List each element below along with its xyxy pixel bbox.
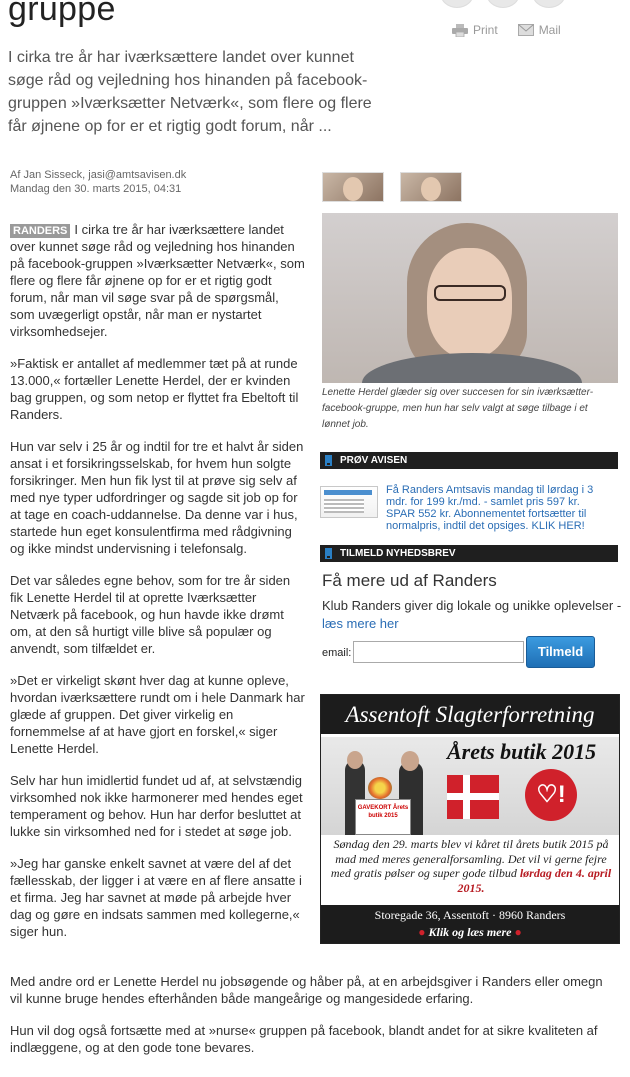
photo-glasses [434,285,506,301]
section-title: PRØV AVISEN [340,455,408,466]
share-circle-icon[interactable] [532,0,566,8]
share-circle-icon[interactable] [440,0,474,8]
share-buttons[interactable] [440,0,566,8]
main-photo[interactable] [322,213,618,383]
ad-person-head [401,751,419,771]
newsletter-description: Klub Randers giver dig lokale og unikke oplevelser - [322,598,622,613]
prov-avisen-header [320,452,618,469]
ad-footer [321,905,619,944]
photo-face [427,248,512,358]
ad-message-line: Det vil vi gerne fejre med gratis pølser og super gode tilbud [330,851,607,880]
newsletter-title: Få mere ud af Randers [322,571,497,590]
image-thumbnails [322,172,462,202]
gift-card-sign: GAVEKORT Årets butik 2015 [355,799,411,835]
ad-cta-label[interactable]: Klik og læs mere [428,925,512,939]
exclamation-icon [325,548,332,559]
mail-label: Mail [538,23,561,37]
article-title: gruppe [8,0,116,28]
flowers-icon [368,777,392,799]
advertisement[interactable] [320,694,620,944]
article-paragraph: Hun var selv i 25 år og indtil for tre et halvt år siden ansat i et forsikringsselskab, for hvem hun solgte forsikringer. Men hun fik lyst til at prøve sig selv af med nye typer udfordringer og sagde sit job op for at tage en coach-uddannelse. Da denne var i hus, startede hun eget konsulentfirma med rådgivning og ikke mindst undervisning i telefonsalg. [10,439,304,556]
ad-date-highlight: lørdag den 4. april 2015. [457,866,612,895]
newsletter-text [322,597,622,633]
exclamation-icon [325,455,332,466]
article-paragraph: Hun vil dog også fortsætte med at »nurse« gruppen på facebook, blandt andet for at sikre kvaliteten af indlæggene, og at den gode tone bevares. [10,1023,598,1055]
subscribe-button[interactable]: Tilmeld [526,636,595,668]
article-body [10,221,305,955]
publish-date: Mandag den 30. marts 2015, 04:31 [10,183,182,195]
ad-person-head [347,751,363,769]
bullet-icon: ● [511,925,522,939]
printer-icon [452,24,468,37]
article-paragraph: Det var således egne behov, som for tre år siden fik Lenette Herdel til at oprette Iværksætter Netværk på facebook, og hun havde ikke drømt om, at den så hurtigt ville blive så populær og anvendt, som tilfældet er. [10,573,291,656]
photo-shoulders [362,353,582,383]
bullet-icon: ● [418,925,429,939]
danish-flag-icon [447,775,499,819]
print-label: Print [473,23,498,37]
article-paragraph: »Faktisk er antallet af medlemmer tæt på at runde 13.000,« fortæller Lenette Herdel, der er kvinden bag gruppen, og som netop er flyttet fra Ebeltoft til Randers. [10,356,299,422]
article-paragraph [10,221,305,340]
ad-message [325,837,617,895]
article-paragraph: »Jeg har ganske enkelt savnet at være del af det fællesskab, der ligger i at være en af flere ansatte i et firma. Jeg har savnet at møde på arbejde hver dag og gøre en indsats sammen med kollegerne,« siger hun. [10,856,302,939]
thumbnail-image[interactable] [400,172,462,202]
article-paragraph: Med andre ord er Lenette Herdel nu jobsøgende og håber på, at en arbejdsgiver i Randers eller omegn vil kunne bruge hendes efterhånden både mangeårige og mangesidede erfaring. [10,974,603,1006]
article-tools [452,23,561,37]
subscription-promo[interactable] [320,484,620,532]
promo-text[interactable]: Få Randers Amtsavis mandag til lørdag i 3 mdr. for 199 kr./md. - samlet pris 597 kr. SPAR 552 kr. Abonnementet fortsætter til normalpris, indtil det opsiges. KLIK HER! [386,484,594,532]
share-circle-icon[interactable] [486,0,520,8]
print-button[interactable] [452,23,498,37]
thumbnail-image[interactable] [322,172,384,202]
paragraph-text: I cirka tre år har iværksættere landet over kunnet søge råd og vejledning hos hinanden på facebook-gruppen »Iværksætter Netværk«, som flere og flere får øjnene op for er et rigtig godt forum, når man vil søge svar på de spørgsmål, som uvægerligt opstår, når man er nystartet virksomhedsejer. [10,222,305,339]
article-body-wide [10,973,610,1071]
heart-logo-icon: ♡! [525,769,577,821]
ad-address: Storegade 36, Assentoft · 8960 Randers [374,908,566,922]
author-line: Af Jan Sisseck, jasi@amtsavisen.dk [10,169,187,181]
email-input[interactable] [353,641,524,663]
ad-headline: Årets butik 2015 [447,739,597,764]
newsletter-header [320,545,618,562]
ad-brand: Assentoft Slagterforretning [321,695,619,734]
photo-caption: Lenette Herdel glæder sig over succesen for sin iværksætter-facebook-gruppe, men hun har selv valgt at søge tilbage i et lønnet job. [322,387,594,430]
article-lead: I cirka tre år har iværksættere landet over kunnet søge råd og vejledning hos hinanden på facebook-gruppen »Iværksætter Netværk«, som flere og flere får øjnene op for er et rigtig godt forum, når ... [8,49,372,135]
ad-message-line: Søndag den 29. marts blev vi kåret til årets butik 2015 på mad med meres generalforsamling. [333,837,609,866]
envelope-icon [518,24,534,36]
ad-cta[interactable] [321,925,619,939]
dateline-badge: RANDERS [10,224,70,238]
article-byline [10,168,186,196]
read-more-link[interactable]: læs mere her [322,616,399,631]
mail-button[interactable] [518,23,561,37]
article-paragraph: Selv har hun imidlertid fundet ud af, at selvstændig virksomhed nok ikke harmonerer med hendes eget temperament og behov. Hun har derfor besluttet at lukke sin virksomhed ned for i stedet at søge job. [10,773,303,839]
newspaper-icon [320,486,378,518]
article-paragraph: »Det er virkeligt skønt hver dag at kunne opleve, hvordan iværksættere rundt om i hele Danmark har glæde af gruppen. Det giver virkelig en fornemmelse af at have gjort en forskel,« siger Lenette Herdel. [10,673,305,756]
email-label: email: [322,647,352,659]
section-title: TILMELD NYHEDSBREV [340,548,456,559]
